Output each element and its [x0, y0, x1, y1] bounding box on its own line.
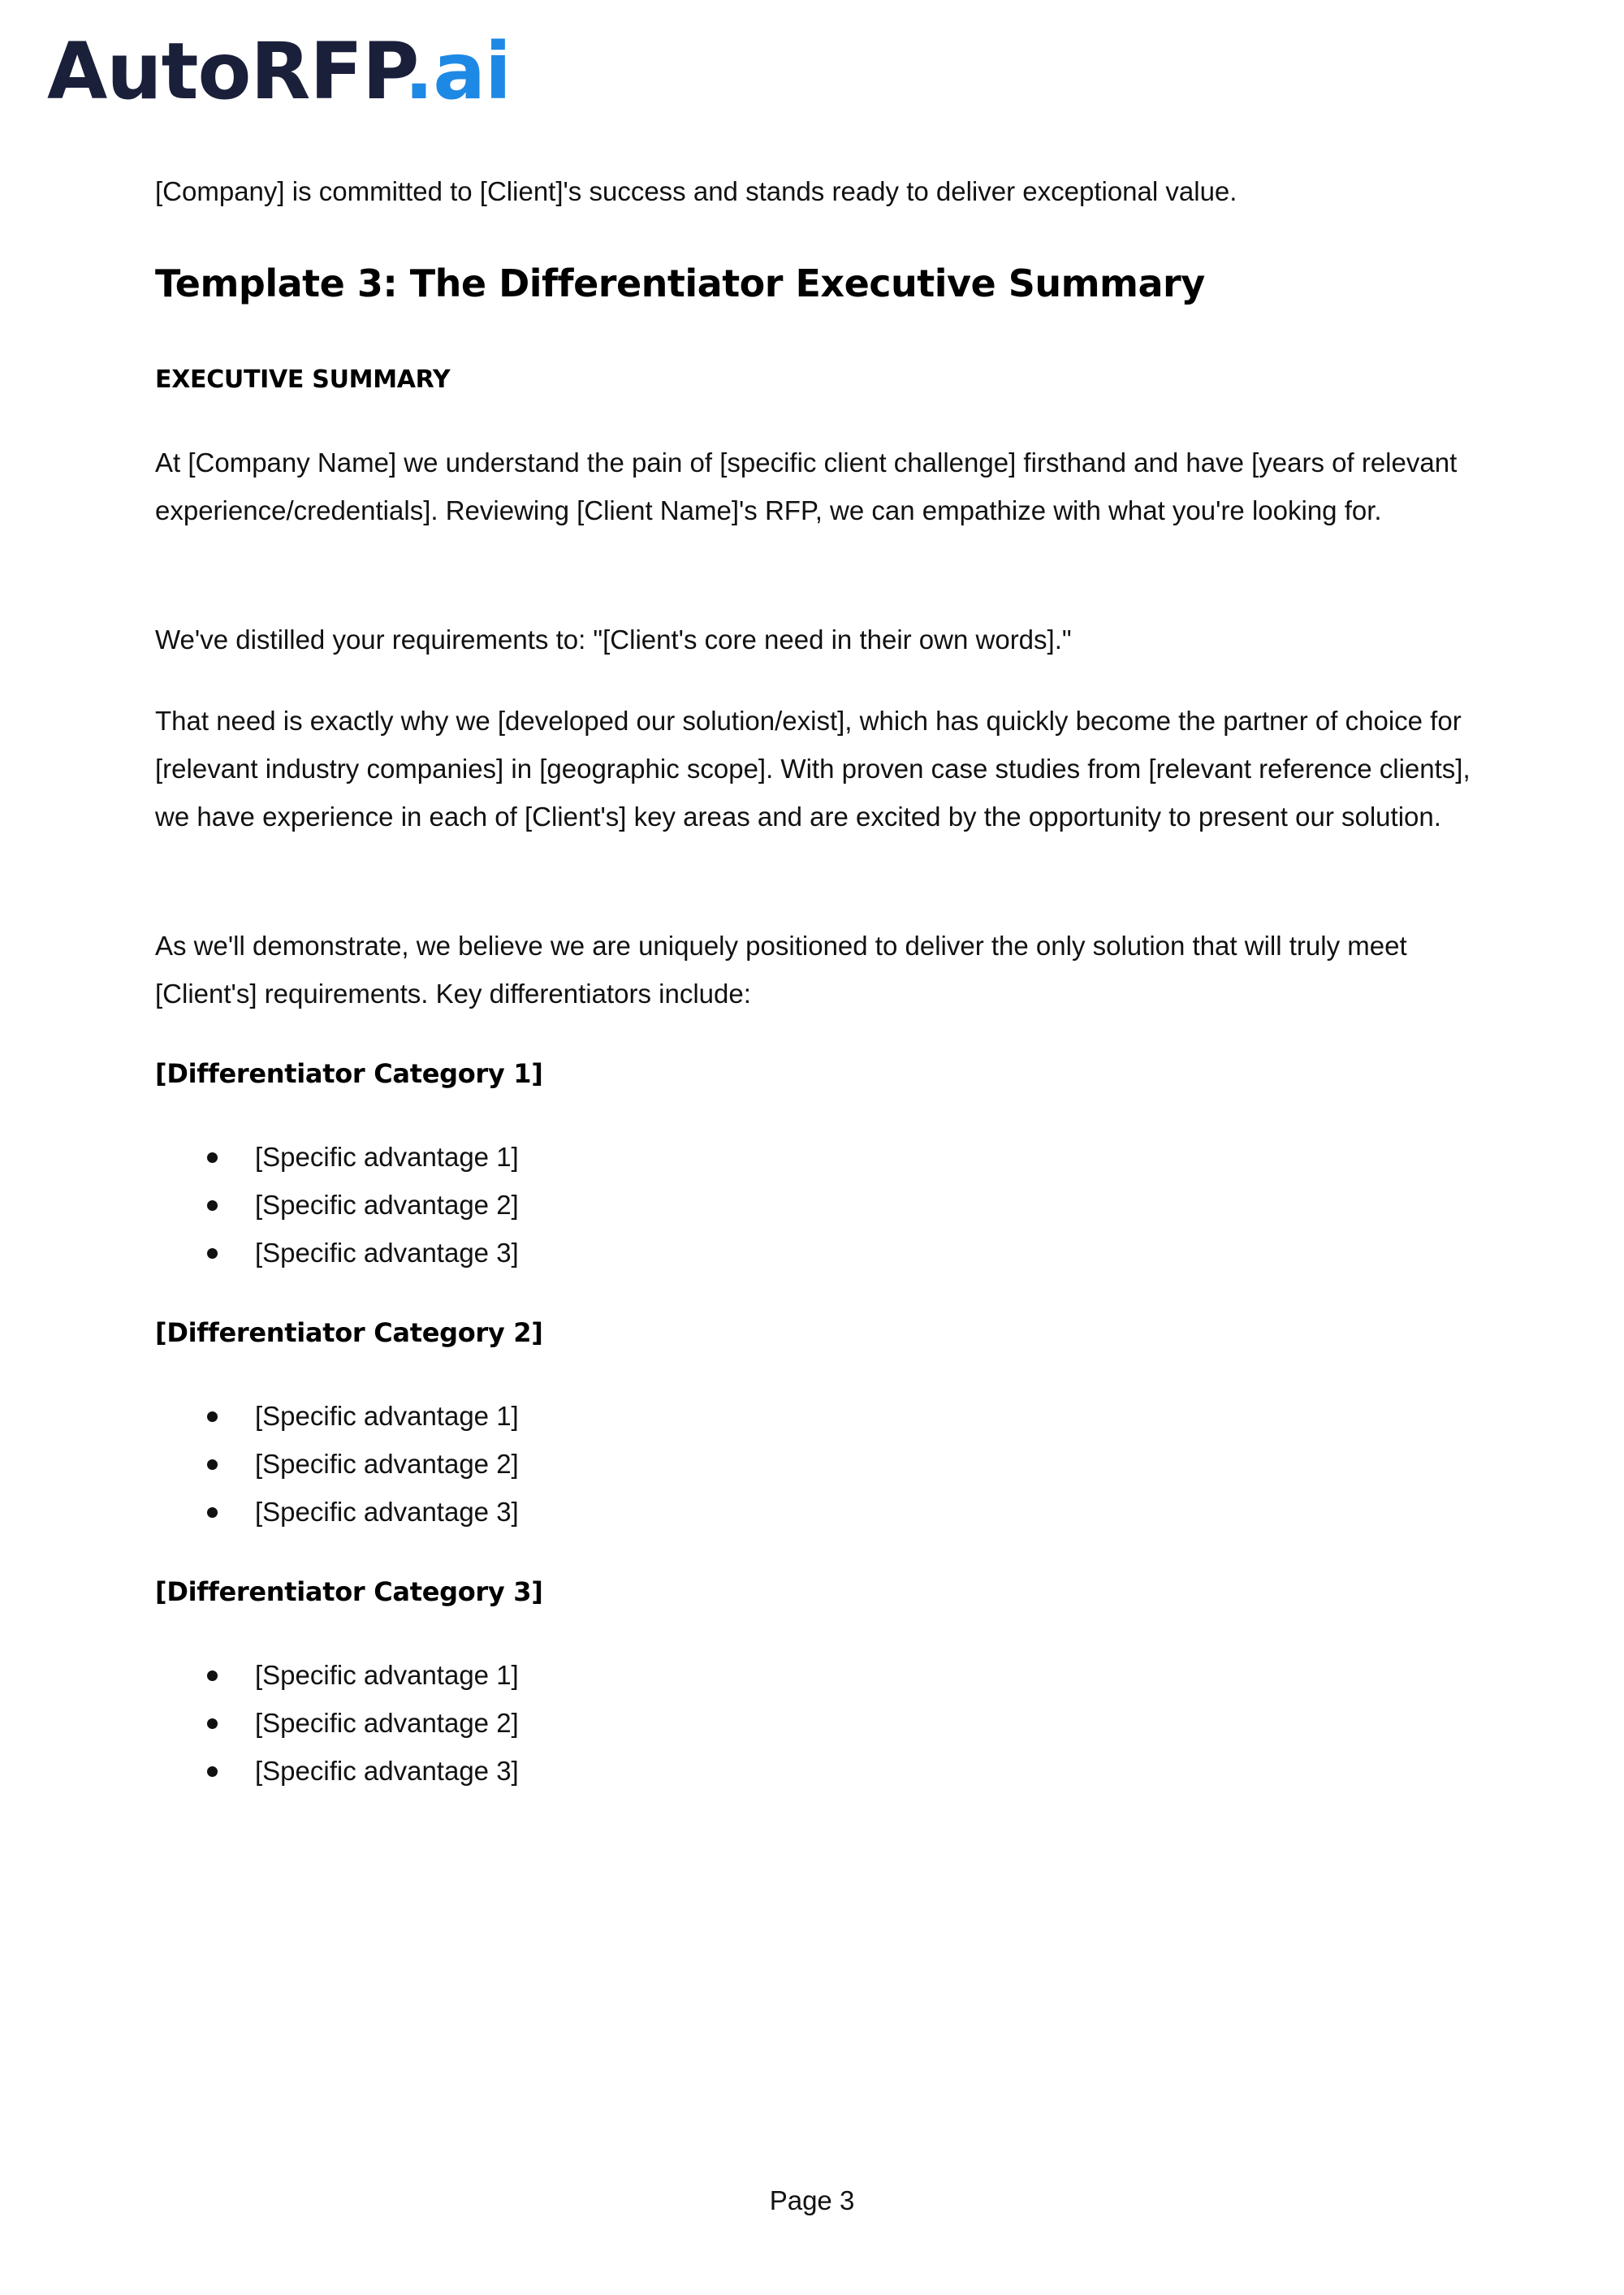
category-3-title: [Differentiator Category 3] [155, 1576, 543, 1607]
bullet-dot-icon [207, 1507, 218, 1518]
list-item [155, 1392, 519, 1440]
category-3-list [155, 1651, 519, 1795]
list-item-text: [Specific advantage 1] [255, 1142, 519, 1172]
section-label: EXECUTIVE SUMMARY [155, 365, 451, 394]
list-item-text: [Specific advantage 1] [255, 1401, 519, 1431]
list-item [155, 1488, 519, 1536]
template-title: Template 3: The Differentiator Executive Summary [155, 261, 1205, 305]
category-2-title: [Differentiator Category 2] [155, 1317, 543, 1348]
intro-paragraph: [Company] is committed to [Client]'s success and stands ready to deliver exceptional value. [155, 176, 1237, 206]
paragraph-1: At [Company Name] we understand the pain of [specific client challenge] firsthand and have [years of relevant experience/credentials]. Reviewing [Client Name]'s RFP, we can empathize with what you're looking for. [155, 447, 1458, 525]
list-item-text: [Specific advantage 2] [255, 1449, 519, 1479]
category-2-list [155, 1392, 519, 1536]
bullet-dot-icon [207, 1459, 218, 1470]
list-item [155, 1229, 519, 1277]
category-1-title: [Differentiator Category 1] [155, 1058, 543, 1089]
list-item [155, 1699, 519, 1747]
bullet-dot-icon [207, 1411, 218, 1422]
logo-text-accent: .ai [404, 26, 511, 117]
logo-text-main: AutoRFP [47, 26, 404, 117]
bullet-dot-icon [207, 1200, 218, 1211]
list-item-text: [Specific advantage 3] [255, 1756, 519, 1786]
list-item-text: [Specific advantage 2] [255, 1190, 519, 1220]
list-item-text: [Specific advantage 1] [255, 1660, 519, 1690]
list-item [155, 1133, 519, 1181]
paragraph-3: That need is exactly why we [developed our solution/exist], which has quickly become the partner of choice for [relevant industry companies] in [geographic scope]. With proven case studies from [relevant reference clients], we have experience in each of [Client's] key areas and are excited by the opportunity to present our solution. [155, 706, 1471, 832]
autorfp-logo [47, 26, 511, 117]
bullet-dot-icon [207, 1718, 218, 1729]
bullet-dot-icon [207, 1766, 218, 1777]
list-item-text: [Specific advantage 2] [255, 1708, 519, 1738]
list-item-text: [Specific advantage 3] [255, 1238, 519, 1268]
paragraph-2: We've distilled your requirements to: "[Client's core need in their own words]." [155, 625, 1072, 655]
page-number: Page 3 [769, 2185, 855, 2215]
paragraph-4: As we'll demonstrate, we believe we are uniquely positioned to deliver the only solution that will truly meet [Client's] requirements. Key differentiators include: [155, 931, 1407, 1009]
category-1-list [155, 1133, 519, 1277]
list-item [155, 1747, 519, 1795]
list-item [155, 1181, 519, 1229]
list-item [155, 1440, 519, 1488]
list-item [155, 1651, 519, 1699]
bullet-dot-icon [207, 1248, 218, 1259]
bullet-dot-icon [207, 1670, 218, 1681]
list-item-text: [Specific advantage 3] [255, 1497, 519, 1527]
bullet-dot-icon [207, 1152, 218, 1163]
